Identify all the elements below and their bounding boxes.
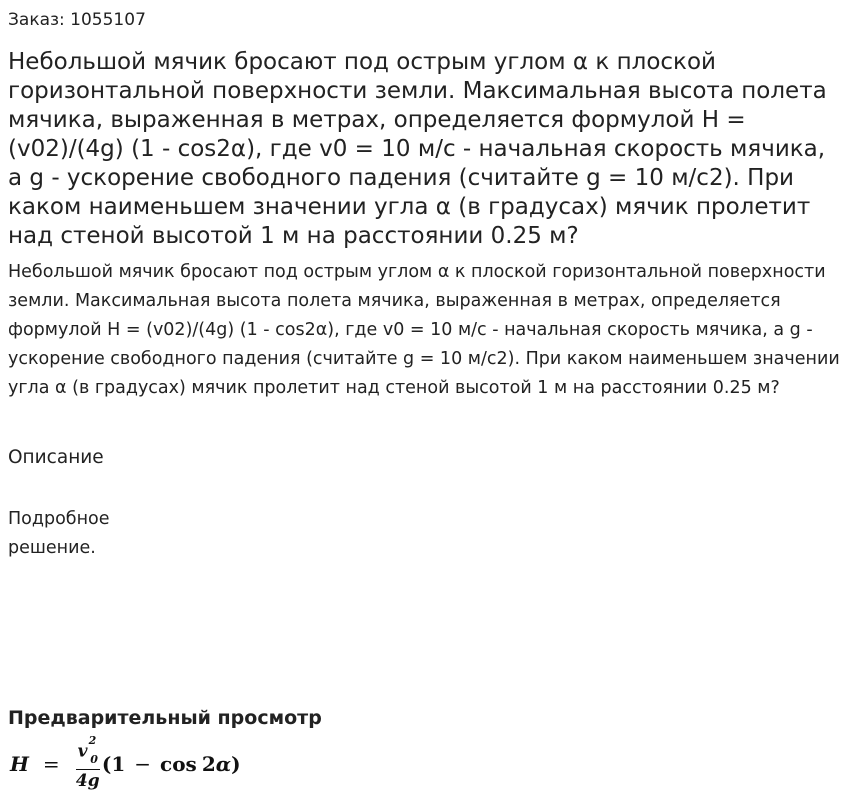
formula-cos: cos xyxy=(160,752,197,776)
preview-heading: Предварительный просмотр xyxy=(8,707,322,729)
description-text: Подробное решение. xyxy=(8,509,110,558)
formula-open-paren: ( xyxy=(101,752,112,776)
argument-alpha: α xyxy=(215,752,232,776)
formula-preview xyxy=(10,735,241,793)
question-title: Небольшой мячик бросают под острым углом α к плоской горизонтальной поверхности земли. Максимальная высота полета мячика, выраженная в метрах, определяется формулой H = (v02)/(4g) (1 - cos2α), где v0 = 10 м/с - начальная скорость мячика, а g - ускорение свободного падения (считайте g = 10 м/с2). При каком наименьшем значении угла α (в градусах) мячик пролетит над стеной высотой 1 м на расстоянии 0.25 м? xyxy=(8,49,827,249)
numerator-subscript: 0 xyxy=(90,752,98,766)
fraction-numerator xyxy=(76,733,100,768)
formula-fraction xyxy=(75,733,100,792)
formula-close-paren: ) xyxy=(231,752,241,776)
argument-number: 2 xyxy=(201,752,216,776)
formula-equals: = xyxy=(42,752,60,776)
fraction-bar xyxy=(76,769,100,771)
question-body: Небольшой мячик бросают под острым углом α к плоской горизонтальной поверхности земли. Максимальная высота полета мячика, выраженная в метрах, определяется формулой H = (v02)/(4g) (1 - cos2α), где v0 = 10 м/с - начальная скорость мячика, а g - ускорение свободного падения (считайте g = 10 м/с2). При каком наименьшем значении угла α (в градусах) мячик пролетит над стеной высотой 1 м на расстоянии 0.25 м? xyxy=(8,262,840,398)
formula-lhs: H xyxy=(10,752,29,776)
formula-minus: − xyxy=(134,752,152,776)
numerator-var: v xyxy=(77,741,88,762)
formula-one: 1 xyxy=(111,752,126,776)
order-number: Заказ: 1055107 xyxy=(8,10,146,30)
formula-argument xyxy=(202,752,231,776)
fraction-denominator: 4g xyxy=(75,771,100,792)
description-heading: Описание xyxy=(8,447,104,468)
numerator-exponent: 2 xyxy=(88,733,97,747)
